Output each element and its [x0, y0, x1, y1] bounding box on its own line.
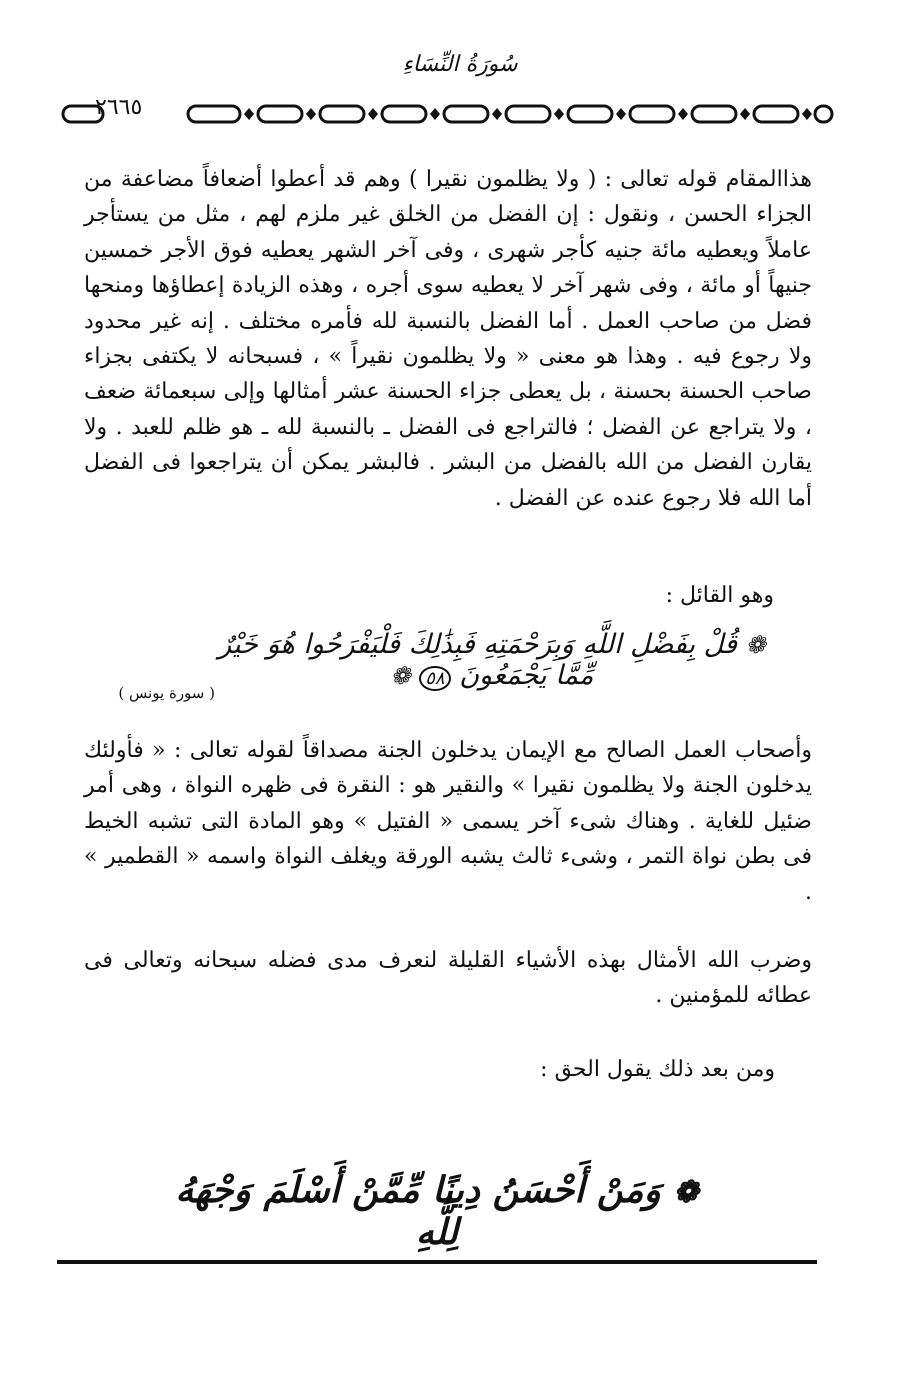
chain-border-ornament-icon — [60, 96, 835, 132]
verse-one-reference: ( سورة يونس ) — [118, 684, 215, 702]
companions-paragraph: وأصحاب العمل الصالح مع الإيمان يدخلون الجنة مصداقاً لقوله تعالى : « فأولئك يدخلون الجنة ولا يظلمون نقيرا » والنقير هو : النقرة فى ظهره النواة ، وهى أمر ضئيل للغاية . وهناك شىء آخر يسمى « الفتيل » وهو المادة التى تشبه الخيط فى بطن نواة التمر ، وشىء ثالث يشبه الورقة ويغلف النواة واسمه « القطمير » . — [84, 738, 812, 905]
verse-open-ornament-icon: ❁ — [745, 631, 766, 659]
verse-one-number: ٥٨ — [419, 666, 450, 691]
example-paragraph: وضرب الله الأمثال بهذه الأشياء القليلة لنعرف مدى فضله سبحانه وتعالى فى عطائه للمؤمنين . — [84, 948, 812, 1009]
page-number: ٢٦٦٥ — [95, 95, 143, 120]
closing-intro: ومن بعد ذلك يقول الحق : — [540, 1057, 775, 1082]
verse-two-text: وَمَنْ أَحْسَنُ دِينًا مِّمَّنْ أَسْلَمَ وَجْهَهُ لِلَّهِ — [175, 1169, 661, 1253]
quote-intro: وهو القائل : — [665, 583, 774, 608]
verse-one — [216, 629, 768, 691]
verse-close-ornament-icon: ❁ — [390, 662, 411, 690]
verse-two — [167, 1169, 707, 1253]
surah-title: سُورَةُ النِّسَاءِ — [402, 52, 518, 77]
intro-paragraph: هذاالمقام قوله تعالى : ( ولا يظلمون نقيرا ) وهم قد أعطوا أضعافاً مضاعفة من الجزاء الحسن ، ونقول : إن الفضل من الخلق غير ملزم لهم ، مثل من يستأجر عاملاً ويعطيه مائة جنيه كأجر شهرى ، وفى آخر الشهر يعطيه فوق الأجر خمسين جنيهاً أو مائة ، وفى شهر آخر لا يعطيه سوى أجره ، وهذه الزيادة إعطاؤها ومنحها فضل من صاحب العمل . أما الفضل بالنسبة لله فأمره مختلف . إنه غير محدود ولا رجوع فيه . وهذا هو معنى « ولا يظلمون نقيراً » ، فسبحانه لا يكتفى بجزاء صاحب الحسنة بحسنة ، بل يعطى جزاء الحسنة عشر أمثالها وإلى سبعمائة ضعف ، ولا يتراجع عن الفضل ؛ فالتراجع فى الفضل ـ بالنسبة لله ـ هو ظلم للعبد . ولا يقارن الفضل من الله بالفضل من البشر . فالبشر يمكن أن يتراجعوا فى الفضل أما الله فلا رجوع عنده عن الفضل . — [84, 167, 812, 511]
verse-two-ornament-icon: ❁ — [673, 1175, 699, 1210]
verse-one-text: قُلْ بِفَضْلِ اللَّهِ وَبِرَحْمَتِهِ فَبِذَٰلِكَ فَلْيَفْرَحُوا هُوَ خَيْرٌ مِّمَّا يَجْمَعُونَ — [218, 629, 738, 691]
footer-rule — [57, 1260, 817, 1264]
